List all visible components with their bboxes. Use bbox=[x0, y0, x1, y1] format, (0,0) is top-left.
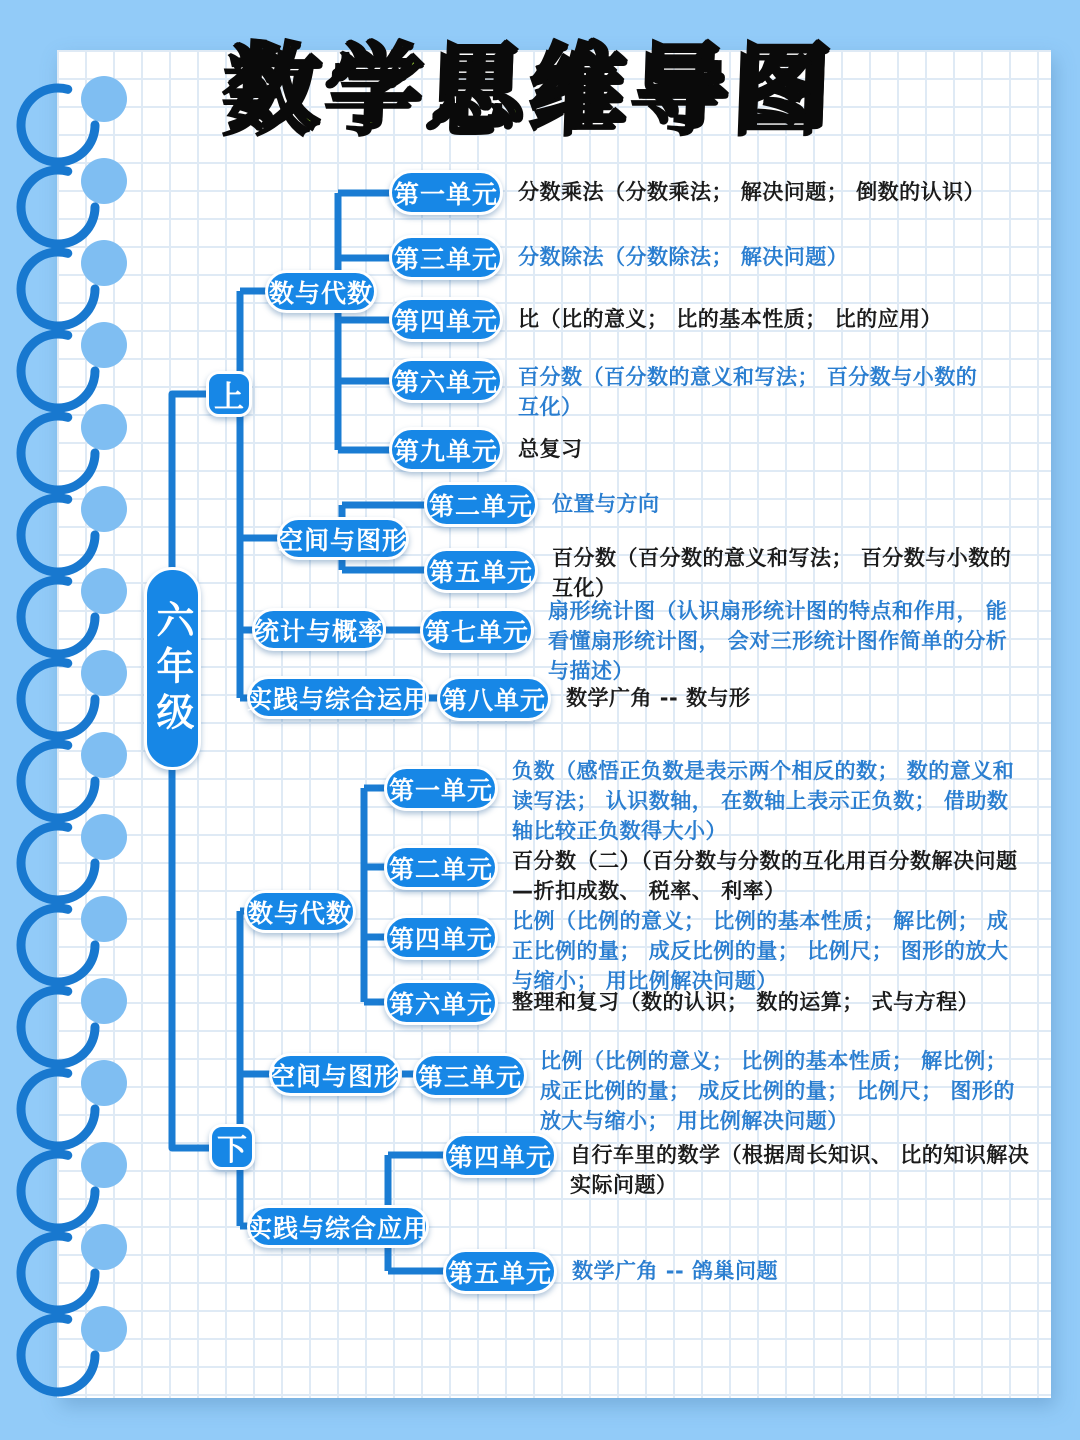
branch-top-statistics: 统计与概率 bbox=[252, 608, 386, 651]
unit-node-top-7: 第七单元 bbox=[420, 608, 534, 653]
unit-desc-bottom-5: 数学广角 -- 鸽巢问题 bbox=[572, 1259, 779, 1283]
unit-desc-top-8: 数学广角 -- 数与形 bbox=[566, 686, 751, 710]
root-node-grade6: 六年级 bbox=[144, 567, 201, 770]
unit-desc-bottom-4: 比例（比例的意义； 比例的基本性质； 解比例； 成正比例的量； 成反比例的量； 比例尺； 图形的放大与缩小； 用比例解决问题） bbox=[512, 909, 1009, 993]
unit-node-top-1: 第一单元 bbox=[389, 170, 503, 215]
unit-node-bottom-4: 第四单元 bbox=[384, 915, 498, 960]
connector-bottom-algebra bbox=[364, 788, 387, 1002]
unit-desc-bottom-2: 百分数（二）（百分数与分数的互化用百分数解决问题—折扣成数、 税率、 利率） bbox=[512, 849, 1018, 903]
connector-top-algebra bbox=[338, 193, 392, 450]
unit-node-bottom-4b: 第四单元 bbox=[443, 1133, 557, 1178]
branch-top-algebra: 数与代数 bbox=[265, 270, 377, 313]
unit-desc-top-4: 比（比的意义； 比的基本性质； 比的应用） bbox=[518, 307, 943, 331]
unit-node-top-9: 第九单元 bbox=[389, 427, 503, 472]
unit-desc-top-6: 百分数（百分数的意义和写法； 百分数与小数的互化） bbox=[518, 365, 978, 419]
branch-top-geometry: 空间与图形 bbox=[277, 517, 409, 560]
unit-desc-bottom-4b: 自行车里的数学（根据周长知识、 比的知识解决实际问题） bbox=[570, 1143, 1030, 1197]
connector-lines bbox=[172, 193, 446, 1271]
connector-root-bottom bbox=[172, 768, 212, 1148]
unit-node-bottom-3: 第三单元 bbox=[413, 1053, 527, 1098]
unit-node-top-8: 第八单元 bbox=[437, 676, 551, 721]
unit-desc-top-7: 扇形统计图（认识扇形统计图的特点和作用， 能看懂扇形统计图， 会对三形统计图作简单的分析与描述） bbox=[548, 599, 1008, 683]
unit-node-top-4: 第四单元 bbox=[389, 297, 503, 342]
unit-desc-top-3: 分数除法（分数除法； 解决问题） bbox=[518, 245, 849, 269]
unit-node-bottom-1: 第一单元 bbox=[384, 766, 498, 811]
spiral-binding-rings bbox=[21, 76, 127, 1392]
unit-node-top-2: 第二单元 bbox=[424, 482, 538, 527]
unit-desc-top-2: 位置与方向 bbox=[552, 492, 660, 516]
unit-desc-bottom-6: 整理和复习（数的认识； 数的运算； 式与方程） bbox=[512, 990, 980, 1014]
branch-bottom-practice: 实践与综合应用 bbox=[247, 1205, 429, 1248]
unit-node-top-3: 第三单元 bbox=[389, 235, 503, 280]
branch-top-practice: 实践与综合运用 bbox=[247, 676, 429, 719]
semester-node-first: 上 bbox=[206, 371, 252, 417]
branch-bottom-algebra: 数与代数 bbox=[244, 890, 356, 933]
semester-node-second: 下 bbox=[209, 1124, 255, 1170]
unit-desc-top-9: 总复习 bbox=[518, 437, 583, 461]
unit-node-top-6: 第六单元 bbox=[389, 358, 503, 403]
connector-root-top bbox=[172, 394, 208, 570]
connector-bottom-trunk bbox=[240, 911, 272, 1226]
branch-bottom-geometry: 空间与图形 bbox=[269, 1053, 401, 1096]
page-title: 数学思维导图 bbox=[226, 34, 843, 141]
unit-node-bottom-5: 第五单元 bbox=[443, 1249, 557, 1294]
unit-desc-bottom-3: 比例（比例的意义； 比例的基本性质； 解比例； 成正比例的量； 成反比例的量； 比例尺； 图形的放大与缩小； 用比例解决问题） bbox=[540, 1049, 1015, 1133]
unit-node-top-5: 第五单元 bbox=[424, 548, 538, 593]
unit-desc-bottom-1: 负数（感悟正负数是表示两个相反的数； 数的意义和读写法； 认识数轴， 在数轴上表示正负数； 借助数轴比较正负数得大小） bbox=[512, 759, 1015, 843]
unit-desc-top-1: 分数乘法（分数乘法； 解决问题； 倒数的认识） bbox=[518, 180, 986, 204]
unit-desc-top-5: 百分数（百分数的意义和写法； 百分数与小数的互化） bbox=[552, 546, 1012, 600]
unit-node-bottom-6: 第六单元 bbox=[384, 980, 498, 1025]
unit-node-bottom-2: 第二单元 bbox=[384, 845, 498, 890]
